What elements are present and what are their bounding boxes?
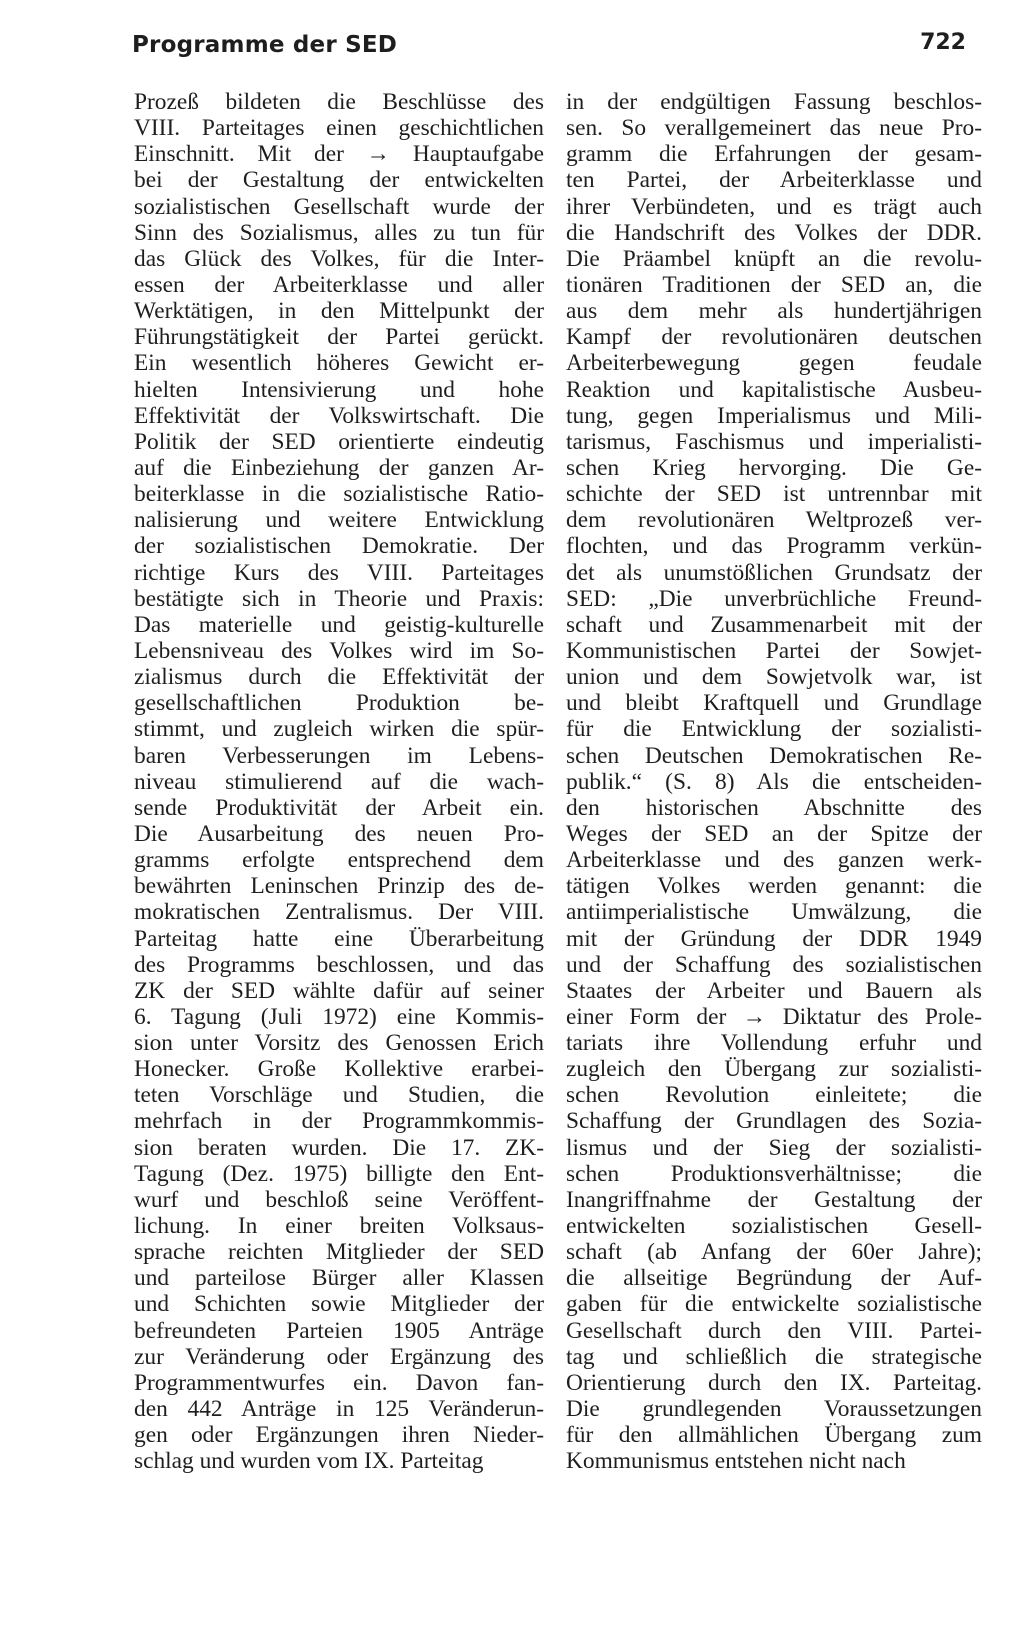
text-line: essen der Arbeiterklasse und aller bbox=[134, 271, 544, 298]
text-line: Inangriffnahme der Gestaltung der bbox=[566, 1186, 982, 1213]
text-line: lismus und der Sieg der sozialisti- bbox=[566, 1134, 982, 1161]
text-line: Die grundlegenden Voraussetzungen bbox=[566, 1396, 982, 1423]
text-line: schlag und wurden vom IX. Parteitag bbox=[134, 1448, 484, 1475]
text-line: Lebensniveau des Volkes wird im So- bbox=[134, 637, 544, 664]
text-line: dem revolutionären Weltprozeß ver- bbox=[566, 507, 982, 534]
text-line: hielten Intensivierung und hohe bbox=[134, 376, 544, 403]
text-line: bewährten Leninschen Prinzip des de- bbox=[134, 873, 544, 900]
text-line: teten Vorschläge und Studien, die bbox=[134, 1082, 544, 1109]
text-line: antiimperialistische Umwälzung, die bbox=[566, 899, 982, 926]
text-line: Parteitag hatte eine Überarbeitung bbox=[134, 925, 544, 952]
text-line: Ein wesentlich höheres Gewicht er- bbox=[134, 350, 544, 377]
text-line: der sozialistischen Demokratie. Der bbox=[134, 533, 544, 560]
text-line: ihrer Verbündeten, und es trägt auch bbox=[566, 193, 982, 220]
text-line: ten Partei, der Arbeiterklasse und bbox=[566, 167, 982, 194]
text-line: Führungstätigkeit der Partei gerückt. bbox=[134, 324, 544, 351]
text-line: tag und schließlich die strategische bbox=[566, 1343, 982, 1370]
text-column-right bbox=[566, 89, 982, 1474]
text-line: tung, gegen Imperialismus und Mili- bbox=[566, 402, 982, 429]
text-line: gesellschaftlichen Produktion be- bbox=[134, 690, 544, 717]
text-line: Sinn des Sozialismus, alles zu tun für bbox=[134, 219, 544, 246]
text-line: zur Veränderung oder Ergänzung des bbox=[134, 1343, 544, 1370]
text-line: gen oder Ergänzungen ihren Nieder- bbox=[134, 1422, 544, 1449]
text-line: gramms erfolgte entsprechend dem bbox=[134, 847, 544, 874]
text-line: tätigen Volkes werden genannt: die bbox=[566, 873, 982, 900]
text-line: 6. Tagung (Juli 1972) eine Kommis- bbox=[134, 1003, 544, 1030]
text-line: richtige Kurs des VIII. Parteitages bbox=[134, 559, 544, 586]
text-line: die Handschrift des Volkes der DDR. bbox=[566, 219, 982, 246]
text-line: sion beraten wurden. Die 17. ZK- bbox=[134, 1134, 544, 1161]
text-line: VIII. Parteitages einen geschichtlichen bbox=[134, 115, 544, 142]
text-line: stimmt, und zugleich wirken die spür- bbox=[134, 716, 544, 743]
text-column-left bbox=[134, 89, 544, 1474]
text-line: schichte der SED ist untrennbar mit bbox=[566, 481, 982, 508]
text-line: und Schichten sowie Mitglieder der bbox=[134, 1291, 544, 1318]
text-line: flochten, und das Programm verkün- bbox=[566, 533, 982, 560]
text-line: tarismus, Faschismus und imperialisti- bbox=[566, 428, 982, 455]
running-title: Programme der SED bbox=[132, 32, 398, 58]
text-line: schen Deutschen Demokratischen Re- bbox=[566, 742, 982, 769]
text-line: beiterklasse in die sozialistische Ratio- bbox=[134, 481, 544, 508]
text-line: und parteilose Bürger aller Klassen bbox=[134, 1265, 544, 1292]
page-number: 722 bbox=[920, 30, 966, 55]
text-line: Weges der SED an der Spitze der bbox=[566, 820, 982, 847]
text-line: Kommunistischen Partei der Sowjet- bbox=[566, 637, 982, 664]
text-line: tariats ihre Vollendung erfuhr und bbox=[566, 1030, 982, 1057]
text-line: entwickelten sozialistischen Gesell- bbox=[566, 1213, 982, 1240]
text-line: bei der Gestaltung der entwickelten bbox=[134, 167, 544, 194]
text-line: Orientierung durch den IX. Parteitag. bbox=[566, 1369, 982, 1396]
text-line: sozialistischen Gesellschaft wurde der bbox=[134, 193, 544, 220]
text-line: mokratischen Zentralismus. Der VIII. bbox=[134, 899, 544, 926]
text-line: gaben für die entwickelte sozialistische bbox=[566, 1291, 982, 1318]
text-line: Reaktion und kapitalistische Ausbeu- bbox=[566, 376, 982, 403]
text-line: Effektivität der Volkswirtschaft. Die bbox=[134, 402, 544, 429]
text-line: Die Präambel knüpft an die revolu- bbox=[566, 245, 982, 272]
text-line: schen Krieg hervorging. Die Ge- bbox=[566, 454, 982, 481]
text-line: aus dem mehr als hundertjährigen bbox=[566, 298, 982, 325]
text-line: tionären Traditionen der SED an, die bbox=[566, 271, 982, 298]
text-line: schen Revolution einleitete; die bbox=[566, 1082, 982, 1109]
text-line: das Glück des Volkes, für die Inter- bbox=[134, 245, 544, 272]
text-line: Tagung (Dez. 1975) billigte den Ent- bbox=[134, 1160, 544, 1187]
text-line: niveau stimulierend auf die wach- bbox=[134, 768, 544, 795]
text-line: Das materielle und geistig-kulturelle bbox=[134, 611, 544, 638]
text-line: Kommunismus entstehen nicht nach bbox=[566, 1448, 906, 1475]
text-line: nalisierung und weitere Entwicklung bbox=[134, 507, 544, 534]
text-line: und der Schaffung des sozialistischen bbox=[566, 951, 982, 978]
text-line: Schaffung der Grundlagen des Sozia- bbox=[566, 1108, 982, 1135]
text-line: den historischen Abschnitte des bbox=[566, 794, 982, 821]
text-line: schen Produktionsverhältnisse; die bbox=[566, 1160, 982, 1187]
text-line: den 442 Anträge in 125 Veränderun- bbox=[134, 1396, 544, 1423]
text-line: baren Verbesserungen im Lebens- bbox=[134, 742, 544, 769]
text-line: wurf und beschloß seine Veröffent- bbox=[134, 1186, 544, 1213]
text-line: mehrfach in der Programmkommis- bbox=[134, 1108, 544, 1135]
text-line: zugleich den Übergang zur sozialisti- bbox=[566, 1056, 982, 1083]
text-line: sende Produktivität der Arbeit ein. bbox=[134, 794, 544, 821]
text-line: sion unter Vorsitz des Genossen Erich bbox=[134, 1030, 544, 1057]
text-line: Politik der SED orientierte eindeutig bbox=[134, 428, 544, 455]
text-line: publik.“ (S. 8) Als die entscheiden- bbox=[566, 768, 982, 795]
text-line: gramm die Erfahrungen der gesam- bbox=[566, 141, 982, 168]
text-line: Programmentwurfes ein. Davon fan- bbox=[134, 1369, 544, 1396]
text-line: Prozeß bildeten die Beschlüsse des bbox=[134, 89, 544, 115]
text-line: in der endgültigen Fassung beschlos- bbox=[566, 89, 982, 115]
text-line: union und dem Sowjetvolk war, ist bbox=[566, 664, 982, 691]
text-line: sen. So verallgemeinert das neue Pro- bbox=[566, 115, 982, 142]
text-line: ZK der SED wählte dafür auf seiner bbox=[134, 977, 544, 1004]
text-line: für die Entwicklung der sozialisti- bbox=[566, 716, 982, 743]
text-line: Kampf der revolutionären deutschen bbox=[566, 324, 982, 351]
text-line: des Programms beschlossen, und das bbox=[134, 951, 544, 978]
text-line: zialismus durch die Effektivität der bbox=[134, 664, 544, 691]
text-line: mit der Gründung der DDR 1949 bbox=[566, 925, 982, 952]
text-line: die allseitige Begründung der Auf- bbox=[566, 1265, 982, 1292]
text-line: Die Ausarbeitung des neuen Pro- bbox=[134, 820, 544, 847]
text-line: Honecker. Große Kollektive erarbei- bbox=[134, 1056, 544, 1083]
text-line: Einschnitt. Mit der → Hauptaufgabe bbox=[134, 141, 544, 168]
text-line: Gesellschaft durch den VIII. Partei- bbox=[566, 1317, 982, 1344]
text-line: Werktätigen, in den Mittelpunkt der bbox=[134, 298, 544, 325]
text-line: auf die Einbeziehung der ganzen Ar- bbox=[134, 454, 544, 481]
text-line: schaft (ab Anfang der 60er Jahre); bbox=[566, 1239, 982, 1266]
text-line: SED: „Die unverbrüchliche Freund- bbox=[566, 585, 982, 612]
text-line: sprache reichten Mitglieder der SED bbox=[134, 1239, 544, 1266]
text-line: befreundeten Parteien 1905 Anträge bbox=[134, 1317, 544, 1344]
text-line: Staates der Arbeiter und Bauern als bbox=[566, 977, 982, 1004]
text-line: bestätigte sich in Theorie und Praxis: bbox=[134, 585, 544, 612]
text-line: einer Form der → Diktatur des Prole- bbox=[566, 1003, 982, 1030]
text-line: und bleibt Kraftquell und Grundlage bbox=[566, 690, 982, 717]
text-line: det als unumstößlichen Grundsatz der bbox=[566, 559, 982, 586]
text-line: Arbeiterklasse und des ganzen werk- bbox=[566, 847, 982, 874]
text-line: schaft und Zusammenarbeit mit der bbox=[566, 611, 982, 638]
text-line: für den allmählichen Übergang zum bbox=[566, 1422, 982, 1449]
text-line: Arbeiterbewegung gegen feudale bbox=[566, 350, 982, 377]
text-line: lichung. In einer breiten Volksaus- bbox=[134, 1213, 544, 1240]
